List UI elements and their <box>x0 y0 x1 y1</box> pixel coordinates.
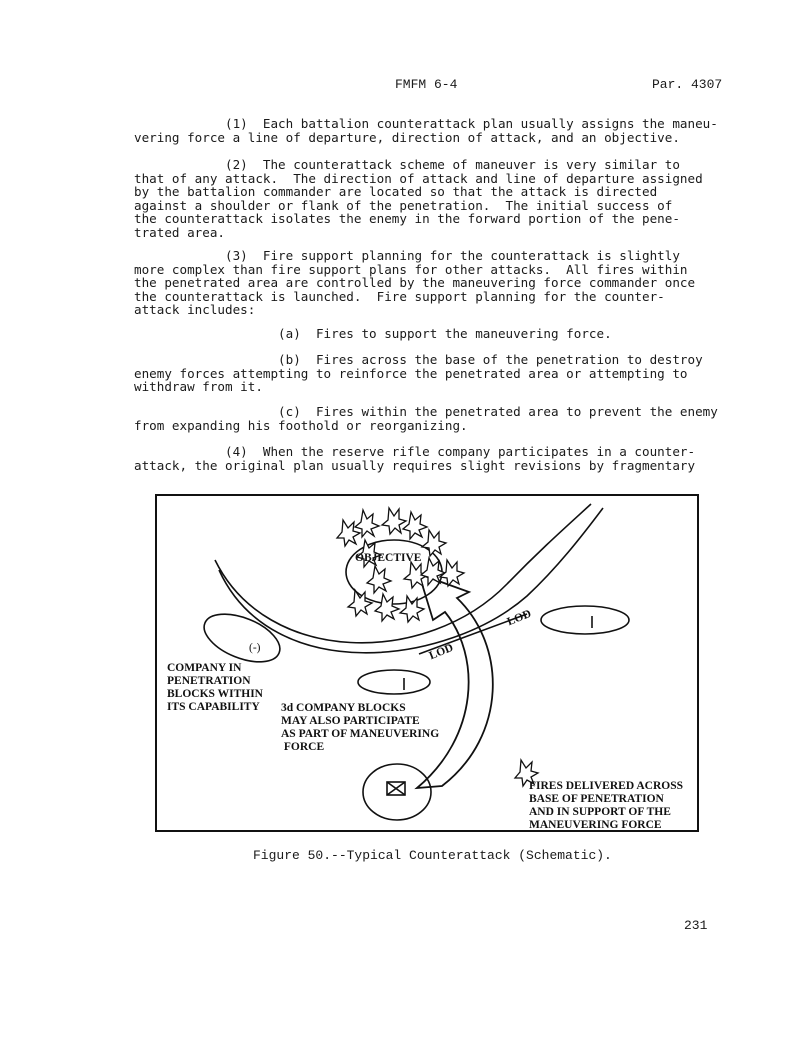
paragraph-1: (1) Each battalion counterattack plan usually assigns the maneu- vering force a line of departure, direction of attack, and an objective. <box>134 116 718 145</box>
objective-label: OBJECTIVE <box>355 552 422 564</box>
paragraph-3a: (a) Fires to support the maneuvering force. <box>134 326 612 341</box>
paragraph-2: (2) The counterattack scheme of maneuver is very similar to that of any attack. The direction of attack and line of departure assigned by the battalion commander are located so that the attack is directed against a shoulder or flank of the penetration. The initial success of the counterattack isolates the enemy in the forward portion of the pene- trated area. <box>134 157 703 240</box>
figure-diagram <box>155 494 699 832</box>
paragraph-3: (3) Fire support planning for the counterattack is slightly more complex than fire support plans for other attacks. All fires within the penetrated area are controlled by the maneuvering force commander once the counterattack is launched. Fire support planning for the counter- attack includes: <box>134 248 696 317</box>
fire-burst <box>403 512 427 539</box>
unit-symbol-left: (-) <box>249 642 261 654</box>
third-company-label: 3d COMPANY BLOCKS MAY ALSO PARTICIPATE AS PART OF MANEUVERING FORCE <box>281 702 440 753</box>
fire-burst <box>337 520 360 546</box>
fire-burst <box>421 558 445 585</box>
page-header-paragraph-ref: Par. 4307 <box>652 77 723 92</box>
fire-burst <box>400 596 424 622</box>
figure-caption: Figure 50.--Typical Counterattack (Schematic). <box>253 848 612 863</box>
fires-label: FIRES DELIVERED ACROSS BASE OF PENETRATION AND IN SUPPORT OF THE MANEUVERING FORCE <box>529 780 684 831</box>
company-penetration-label: COMPANY IN PENETRATION BLOCKS WITHIN ITS CAPABILITY <box>167 662 263 713</box>
reserve-position <box>363 764 431 820</box>
fire-burst <box>367 566 391 593</box>
penetration-boundary-outer <box>215 504 591 643</box>
paragraph-3c: (c) Fires within the penetrated area to prevent the enemy from expanding his foothold or reorganizing. <box>134 404 718 433</box>
lod-label-upper: LOD <box>505 607 534 629</box>
page-number: 231 <box>684 918 708 933</box>
company-position-mid <box>358 670 430 694</box>
fire-burst <box>375 594 399 621</box>
page-header-title: FMFM 6-4 <box>395 77 458 92</box>
paragraph-4: (4) When the reserve rifle company participates in a counter- attack, the original plan usually requires slight revisions by fragmentary <box>134 444 696 473</box>
lod-label-lower: LOD <box>427 641 456 663</box>
paragraph-3b: (b) Fires across the base of the penetration to destroy enemy forces attempting to reinforce the penetrated area or attempting to withdraw from it. <box>134 352 703 394</box>
fire-burst <box>422 530 446 556</box>
fire-burst <box>382 508 406 534</box>
company-position-right <box>541 606 629 634</box>
